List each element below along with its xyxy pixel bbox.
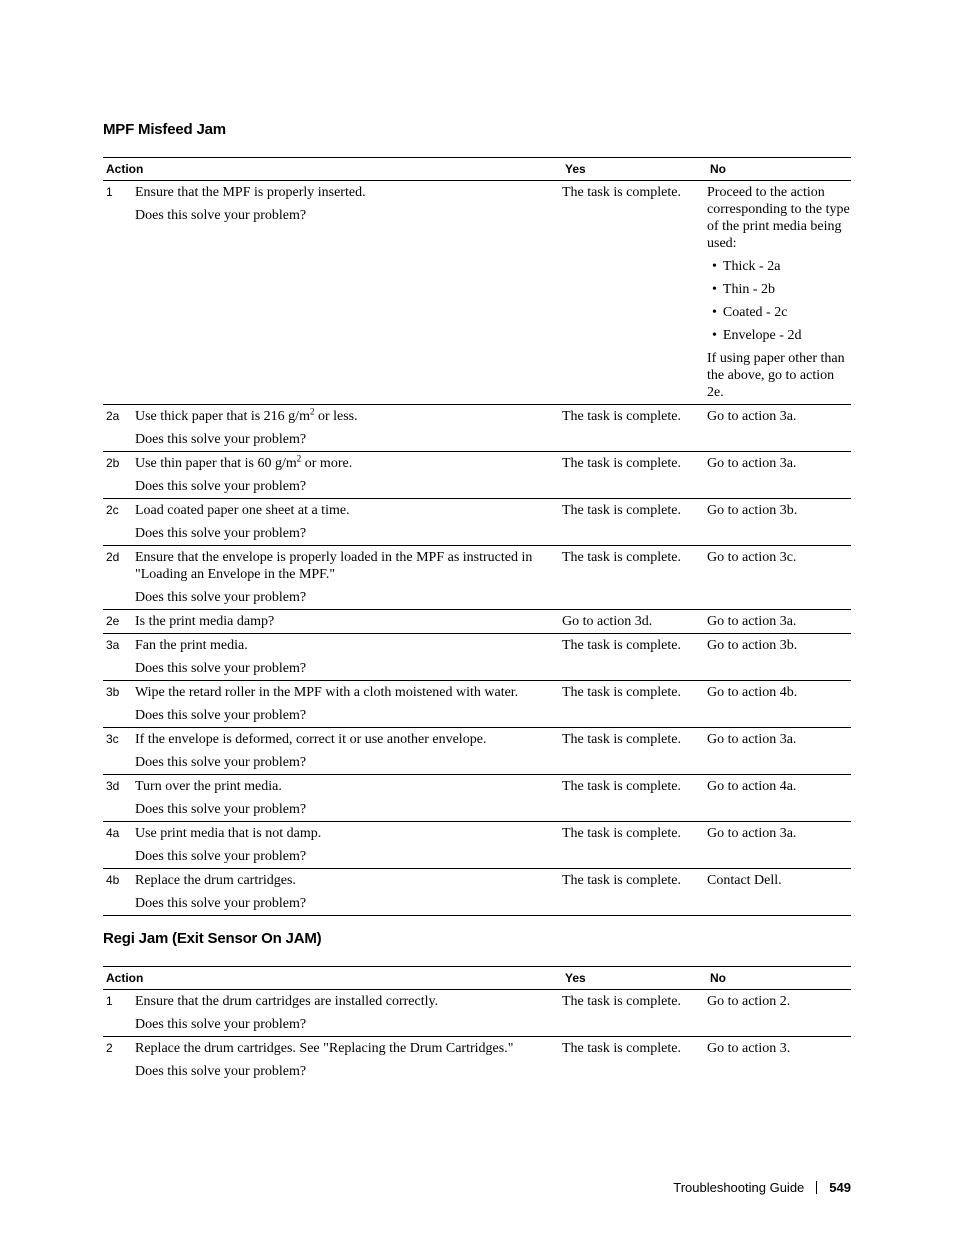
table-row — [103, 405, 851, 452]
table-row — [103, 681, 851, 728]
table-row — [103, 181, 851, 405]
action-cell — [135, 869, 562, 916]
yes-text: The task is complete. — [562, 638, 681, 653]
action-cell — [135, 990, 562, 1037]
step-number: 4a — [103, 822, 135, 869]
action-question: Does this solve your problem? — [135, 526, 307, 541]
step-number: 2c — [103, 499, 135, 546]
no-column-header: No — [707, 158, 851, 181]
list-item: • Thick - 2a — [707, 258, 851, 275]
action-question: Does this solve your problem? — [135, 708, 307, 723]
no-text: Go to action 3b. — [707, 503, 798, 518]
no-cell — [707, 634, 851, 681]
table-row — [103, 546, 851, 610]
action-text: Use thick paper that is 216 $g/m^2$ or less. — [135, 406, 358, 424]
yes-text: The task is complete. — [562, 994, 681, 1009]
table-row — [103, 452, 851, 499]
yes-column-header: Yes — [562, 967, 707, 990]
action-text: Ensure that the drum cartridges are installed correctly. — [135, 994, 439, 1009]
no-text: Go to action 4a. — [707, 779, 797, 794]
action-question: Does this solve your problem? — [135, 1017, 307, 1032]
step-number: 2 — [106, 1041, 113, 1055]
no-text-after: If using paper other than the above, go to action 2e. — [707, 351, 845, 400]
no-cell — [707, 405, 851, 452]
step-number: 2b — [103, 452, 135, 499]
no-text: Go to action 3c. — [707, 550, 797, 565]
action-question: Does this solve your problem? — [135, 661, 307, 676]
action-cell — [135, 1037, 562, 1084]
action-text: Replace the drum cartridges. See "Replacing the Drum Cartridges." — [135, 1041, 514, 1056]
regi-jam-table — [103, 966, 851, 1083]
action-text: Use print media that is not damp. — [135, 826, 322, 841]
action-text: Load coated paper one sheet at a time. — [135, 503, 350, 518]
action-cell — [135, 822, 562, 869]
action-question: Does this solve your problem? — [135, 896, 307, 911]
action-question: Does this solve your problem? — [135, 1064, 307, 1079]
table-row — [103, 822, 851, 869]
yes-text: The task is complete. — [562, 1041, 681, 1056]
action-cell — [135, 775, 562, 822]
list-item: • Coated - 2c — [707, 304, 851, 321]
yes-cell — [562, 405, 707, 452]
yes-text: The task is complete. — [562, 550, 681, 565]
yes-text: The task is complete. — [562, 185, 681, 200]
action-text: Use thin paper that is 60 $g/m^2$ or more. — [135, 453, 353, 471]
no-text: Go to action 3a. — [707, 732, 797, 747]
table-header-row — [103, 967, 851, 990]
action-question: Does this solve your problem? — [135, 590, 307, 605]
yes-cell — [562, 990, 707, 1037]
step-number: 2e — [103, 610, 135, 634]
action-text: Fan the print media. — [135, 638, 248, 653]
table-row — [103, 634, 851, 681]
table-header-row — [103, 158, 851, 181]
yes-cell — [562, 869, 707, 916]
yes-cell — [562, 1037, 707, 1084]
no-text: Proceed to the action corresponding to the type of the print media being used: — [707, 185, 850, 251]
no-text: Go to action 4b. — [707, 685, 798, 700]
yes-text: The task is complete. — [562, 685, 681, 700]
yes-text: The task is complete. — [562, 456, 681, 471]
no-cell — [707, 499, 851, 546]
no-text: Go to action 3a. — [707, 409, 797, 424]
yes-cell — [562, 546, 707, 610]
no-cell — [707, 452, 851, 499]
action-text: Is the print media damp? — [135, 614, 275, 629]
step-number: 3a — [103, 634, 135, 681]
yes-cell — [562, 610, 707, 634]
action-text: Ensure that the MPF is properly inserted. — [135, 185, 366, 200]
action-cell — [135, 452, 562, 499]
no-text: Go to action 3a. — [707, 456, 797, 471]
no-text: Go to action 3. — [707, 1041, 791, 1056]
no-cell — [707, 990, 851, 1037]
action-question: Does this solve your problem? — [135, 208, 307, 223]
yes-text: The task is complete. — [562, 779, 681, 794]
step-number: 3c — [103, 728, 135, 775]
action-cell — [135, 728, 562, 775]
yes-cell — [562, 181, 707, 405]
yes-text: The task is complete. — [562, 409, 681, 424]
yes-cell — [562, 681, 707, 728]
action-column-header: Action — [103, 158, 562, 181]
no-column-header: No — [707, 967, 851, 990]
yes-column-header: Yes — [562, 158, 707, 181]
yes-cell — [562, 728, 707, 775]
list-item: • Envelope - 2d — [707, 327, 851, 344]
footer-divider — [816, 1181, 817, 1194]
yes-cell — [562, 499, 707, 546]
table-row — [103, 990, 851, 1037]
no-cell — [707, 546, 851, 610]
yes-cell — [562, 634, 707, 681]
action-cell — [135, 181, 562, 405]
no-text: Contact Dell. — [707, 873, 782, 888]
table-row — [103, 610, 851, 634]
step-number: 2d — [103, 546, 135, 610]
table-row — [103, 1037, 851, 1084]
action-column-header: Action — [103, 967, 562, 990]
no-cell — [707, 681, 851, 728]
yes-cell — [562, 822, 707, 869]
action-question: Does this solve your problem? — [135, 432, 307, 447]
action-text: Wipe the retard roller in the MPF with a cloth moistened with water. — [135, 685, 519, 700]
mpf-misfeed-jam-table — [103, 157, 851, 916]
no-cell — [707, 775, 851, 822]
list-item: • Thin - 2b — [707, 281, 851, 298]
no-cell — [707, 822, 851, 869]
mpf-misfeed-jam-heading: MPF Misfeed Jam — [103, 121, 226, 138]
yes-text: The task is complete. — [562, 826, 681, 841]
action-question: Does this solve your problem? — [135, 479, 307, 494]
yes-cell — [562, 452, 707, 499]
action-cell — [135, 546, 562, 610]
action-cell — [135, 499, 562, 546]
step-number: 1 — [103, 990, 135, 1037]
regi-jam-heading: Regi Jam (Exit Sensor On JAM) — [103, 930, 322, 947]
step-number: 1 — [103, 181, 135, 405]
action-cell — [135, 405, 562, 452]
action-cell — [135, 681, 562, 728]
table-row — [103, 499, 851, 546]
table-row — [103, 775, 851, 822]
no-text: Go to action 3b. — [707, 638, 798, 653]
page-footer — [673, 1180, 851, 1195]
yes-text: The task is complete. — [562, 732, 681, 747]
yes-cell — [562, 775, 707, 822]
no-cell — [707, 1037, 851, 1084]
step-number: 3b — [103, 681, 135, 728]
step-number: 4b — [103, 869, 135, 916]
no-text: Go to action 3a. — [707, 614, 797, 629]
no-text: Go to action 2. — [707, 994, 791, 1009]
media-type-list — [707, 258, 851, 344]
no-cell — [707, 181, 851, 405]
action-question: Does this solve your problem? — [135, 802, 307, 817]
no-cell — [707, 610, 851, 634]
action-text: Replace the drum cartridges. — [135, 873, 296, 888]
step-number: 3d — [103, 775, 135, 822]
action-cell — [135, 634, 562, 681]
action-cell — [135, 610, 562, 634]
yes-text: The task is complete. — [562, 873, 681, 888]
table-row — [103, 869, 851, 916]
action-text: Turn over the print media. — [135, 779, 282, 794]
yes-text: Go to action 3d. — [562, 614, 653, 629]
yes-text: The task is complete. — [562, 503, 681, 518]
no-cell — [707, 728, 851, 775]
action-question: Does this solve your problem? — [135, 849, 307, 864]
guide-title: Troubleshooting Guide — [673, 1180, 805, 1195]
page-number: 549 — [829, 1180, 851, 1195]
no-cell — [707, 869, 851, 916]
action-question: Does this solve your problem? — [135, 755, 307, 770]
action-text: Ensure that the envelope is properly loaded in the MPF as instructed in "Loading an Envelope in the MPF." — [135, 550, 533, 582]
step-number: 2a — [103, 405, 135, 452]
action-text: If the envelope is deformed, correct it or use another envelope. — [135, 732, 487, 747]
no-text: Go to action 3a. — [707, 826, 797, 841]
table-row — [103, 728, 851, 775]
